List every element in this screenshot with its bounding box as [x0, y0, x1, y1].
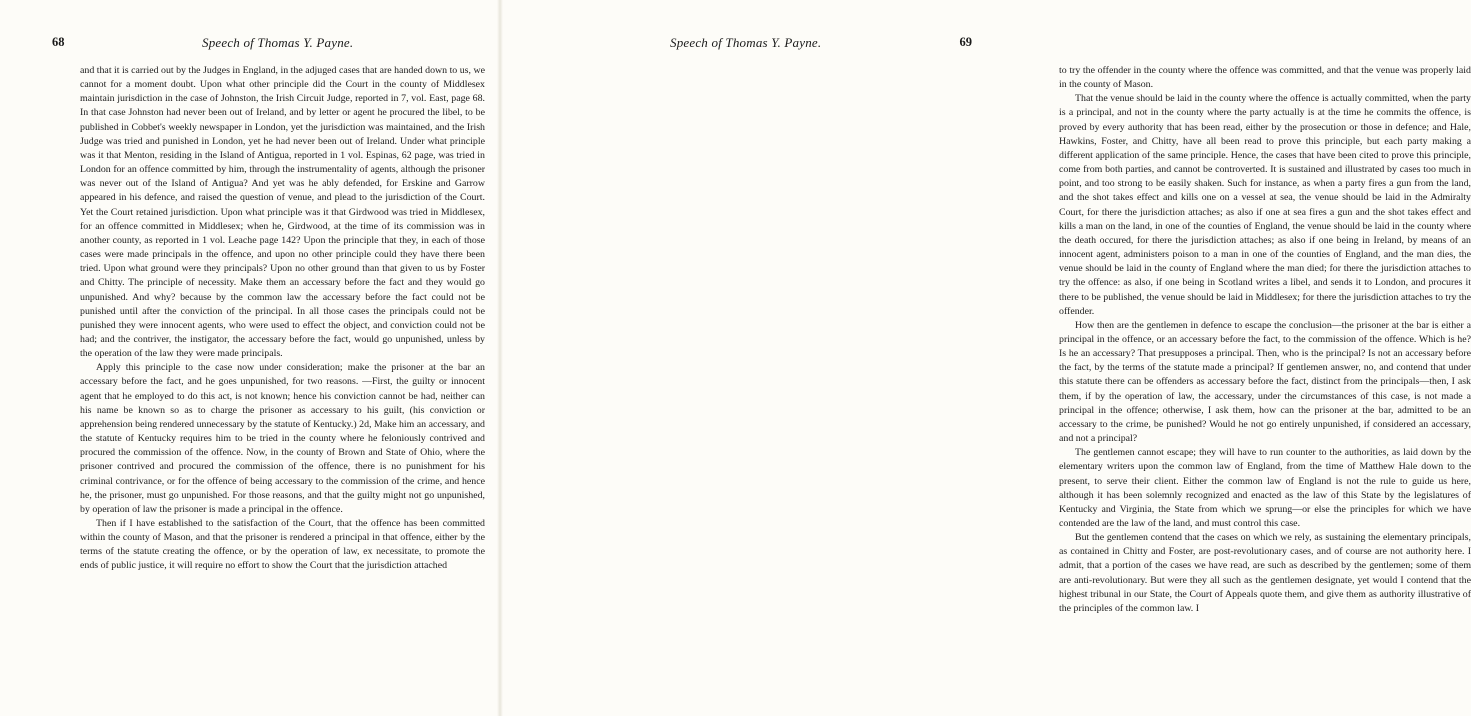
right-paragraph-5: But the gentlemen contend that the cases on which we rely, as sustaining the elementary principals, as contained in Chitty and Foster, are post-revolutionary cases, and of course are not authority here. I admit, that a portion of the cases we have read, are such as described by the gentlemen; some of them are anti-revolutionary. But were they all such as the gentlemen designate, yet would I contend that the highest tribunal in our State, the Court of Appeals quote them, and give them as authority illustrative of the principles of the common law. I [1059, 532, 1471, 614]
left-page-number: 68 [52, 35, 65, 49]
right-paragraph-1: to try the offender in the county where the offence was committed, and that the venue was properly laid in the county of Mason. [1059, 65, 1471, 91]
left-running-head: Speech of Thomas Y. Payne. [202, 35, 354, 50]
right-page-header [560, 35, 972, 53]
left-page-header [52, 35, 484, 53]
right-page-number: 69 [959, 35, 972, 49]
right-paragraph-2: That the venue should be laid in the county where the offence is actually committed, when the party is a principal, and not in the county where the party actually is at the time he commits the offence, is proved by every authority that has been read, either by the prosecution or those in defence; and Hale, Hawkins, Foster, and Chitty, have all been read to prove this principle, but each party making a different application of the same principle. Hence, the cases that have been cited to prove this principle, come from both parties, and cannot be controverted. It is sustained and illustrated by cases too much in point, and too strong to be easily shaken. Such for instance, as when a party fires a gun from the land, and the shot takes effect and kills one on a vessel at sea, the venue should be laid in the Admiralty Court, for there the jurisdiction attaches; as also if one at sea fires a gun and the shot takes effect and kills a man on the land, in one of the counties of England, the venue should be laid in the county where the death occured, for there the jurisdiction attaches; as also if one being in Ireland, by means of an innocent agent, administers poison to a man in one of the counties of England, and the man dies, the venue should be laid in the county of England where the man died; for there the jurisdiction attaches to try the offence: as also, if one being in Scotland writes a libel, and sends it to London, and procures it there to be published, the venue should be laid in Middlesex; for there the jurisdiction attaches to try the offender. [1059, 93, 1471, 317]
left-page [0, 0, 498, 716]
right-paragraph-3: How then are the gentlemen in defence to escape the conclusion—the prisoner at the bar is either a principal in the offence, or an accessary before the fact, to the commission of the offence. Which is he? Is he an accessary? That presupposes a principal. Then, who is the principal? Is not an accessary before the fact, by the terms of the statute made a principal? If gentlemen answer, no, and contend that under this statute there can be offenders as accessary before the fact, distinct from the principals—then, I ask them, if by the operation of law, the accessary, under the circumstances of this case, is not made a principal in the offence; otherwise, I ask them, how can the prisoner at the bar, admitted to be an accessary to the crime, be punished? Would he not go entirely unpunished, if considered an accessary, and not a principal? [1059, 319, 1471, 445]
right-running-head: Speech of Thomas Y. Payne. [670, 35, 822, 50]
right-paragraph-4: The gentlemen cannot escape; they will have to run counter to the authorities, as laid down by the elementary writers upon the common law of England, from the time of Matthew Hale down to the present, to serve their client. Either the common law of England is not the rule to guide us here, although it has been solemnly recognized and enacted as the law of this State by the legislatures of Kentucky and Virginia, the State from which we sprung—or else the principles for which we have contended are the law of the land, and must control this case. [1059, 447, 1471, 529]
left-paragraph-2: Apply this principle to the case now under consideration; make the prisoner at the bar an accessary before the fact, and he goes unpunished, for two reasons. —First, the guilty or innocent agent that he employed to do this act, is not known; hence his conviction cannot be had, neither can his name be known so as to charge the prisoner as accessary to his guilt, (his conviction or apprehension being rendered unnecessary by the statute of Kentucky.) 2d, Make him an accessary, and the statute of Kentucky requires him to be tried in the county where he feloniously contrived and procured the commission of the offence. Now, in the county of Brown and State of Ohio, where the prisoner contrived and procured the commission of the offence, there is no punishment for his criminal contrivance, or for the offence of being accessary to the commission of the crime, and hence he, the prisoner, must go unpunished. For those reasons, and that the guilty might not go unpunished, by operation of law the prisoner is made a principal in the offence. [80, 362, 485, 515]
right-page [502, 0, 1471, 716]
left-paragraph-1: and that it is carried out by the Judges in England, in the adjuged cases that are handed down to us, we cannot for a moment doubt. Upon what other principle did the Court in the county of Middlesex maintain jurisdiction in the case of Johnston, the Irish Circuit Judge, reported in 7, vol. East, page 68. In that case Johnston had never been out of Ireland, and by letter or agent he procured the libel, to be published in Cobbet's weekly newspaper in London, yet the jurisdiction was maintained, and the Irish Judge was tried and punished in London, yet he had never been out of Ireland. Under what principle was it that Menton, residing in the Island of Antigua, reported in 1 vol. Espinas, 62 page, was tried in London for an offence committed by him, through the instrumentality of agents, although the prisoner was never out of the Island of Antigua? And yet was he ably defended, for Erskine and Garrow appeared in his defence, and raised the question of venue, and plead to the jurisdiction of the Court. Yet the Court retained jurisdiction. Upon what principle was it that Girdwood was tried in Middlesex, for an offence committed in Middlesex; when he, Girdwood, at the time of its commission was in another county, as reported in 1 vol. Leache page 142? Upon the principle that they, in each of those cases were made principals in the offence, and upon no other principle could they have there been tried. Upon what ground were they principals? Upon no other ground than that given to us by Foster and Chitty. The principle of necessity. Make them an accessary before the fact and they would go unpunished. And why? because by the common law the accessary before the fact could not be punished until after the conviction of the principal. In all those cases the principals could not be punished they were innocent agents, who were used to effect the object, and conviction could not be had; and the contriver, the instigator, the accessary before the fact, would go unpunished, unless by the operation of the law they were made principals. [80, 65, 485, 360]
left-page-body [80, 64, 485, 574]
left-paragraph-3: Then if I have established to the satisfaction of the Court, that the offence has been committed within the county of Mason, and that the prisoner is rendered a principal in that offence, either by the terms of the statute creating the offence, or by the operation of law, ex necessitate, to promote the ends of public justice, it will require no effort to show the Court that the jurisdiction attached [80, 518, 485, 572]
right-page-body [1059, 64, 1471, 616]
